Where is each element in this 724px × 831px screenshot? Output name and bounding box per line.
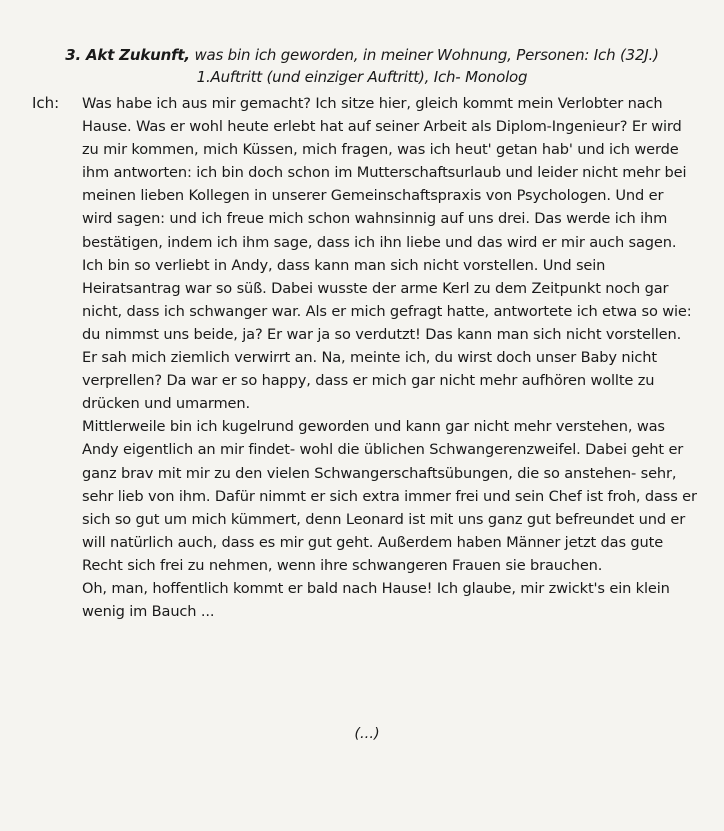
paragraph: Ich bin so verliebt in Andy, dass kann man sich nicht vorstellen. Und sein Heiratsantrag war so süß. Dabei wusste der arme Kerl zu dem Zeitpunkt noch gar nicht, dass ich schwanger war. Als er mich gefragt hatte, antwortete ich etwa so wie: du nimmst uns beide, ja? Er war ja so verdutzt! Das kann man sich nicht vorstellen. Er sah mich ziemlich verwirrt an. Na, meinte ich, du wirst doch unser Baby nicht verprellen? Da war er so happy, dass er mich gar nicht mehr aufhören wollte zu drücken und umarmen. — [82, 256, 692, 413]
heading-line-1 — [0, 44, 724, 66]
heading-act-details: was bin ich geworden, in meiner Wohnung, Personen: Ich (32J.) — [189, 46, 659, 64]
paragraph: Mittlerweile bin ich kugelrund geworden und kann gar nicht mehr verstehen, was Andy eigentlich an mir findet- wohl die üblichen Schwangerenzweifel. Dabei geht er ganz brav mit mir zu den vielen Schwangerschaftsübungen, die so anstehen- sehr, sehr lieb von ihm. Dafür nimmt er sich extra immer frei und sein Chef ist froh, dass er sich so gut um mich kümmert, denn Leonard ist mit uns ganz gut befreundet und er will natürlich auch, dass es mir gut geht. Außerdem haben Männer jetzt das gute Recht sich frei zu nehmen, wenn ihre schwangeren Frauen sie brauchen. — [82, 418, 697, 574]
paragraph: Was habe ich aus mir gemacht? Ich sitze hier, gleich kommt mein Verlobter nach Hause. Was er wohl heute erlebt hat auf seiner Arbeit als Diplom-Ingenieur? Er wird zu mir kommen, mich Küssen, mich fragen, was ich heut' getan hab' und ich werde ihm antworten: ich bin doch schon im Mutterschaftsurlaub und leider nicht mehr bei meinen lieben Kollegen in unserer Gemeinschaftspraxis von Psychologen. Und er wird sagen: und ich freue mich schon wahnsinnig auf uns drei. Das werde ich ihm bestätigen, indem ich ihm sage, dass ich ihn liebe und das wird er mir auch sagen. — [82, 95, 687, 251]
paragraph: Oh, man, hoffentlich kommt er bald nach Hause! Ich glaube, mir zwickt's ein klein wenig im Bauch ... — [82, 579, 670, 621]
omission-mark: (...) — [354, 725, 380, 742]
heading-line-2: 1.Auftritt (und einziger Auftritt), Ich- Monolog — [196, 68, 528, 86]
monologue-text — [82, 92, 697, 623]
scene-heading — [0, 44, 724, 88]
speaker-label: Ich: — [32, 94, 60, 112]
heading-act-title: 3. Akt Zukunft, — [65, 46, 190, 64]
